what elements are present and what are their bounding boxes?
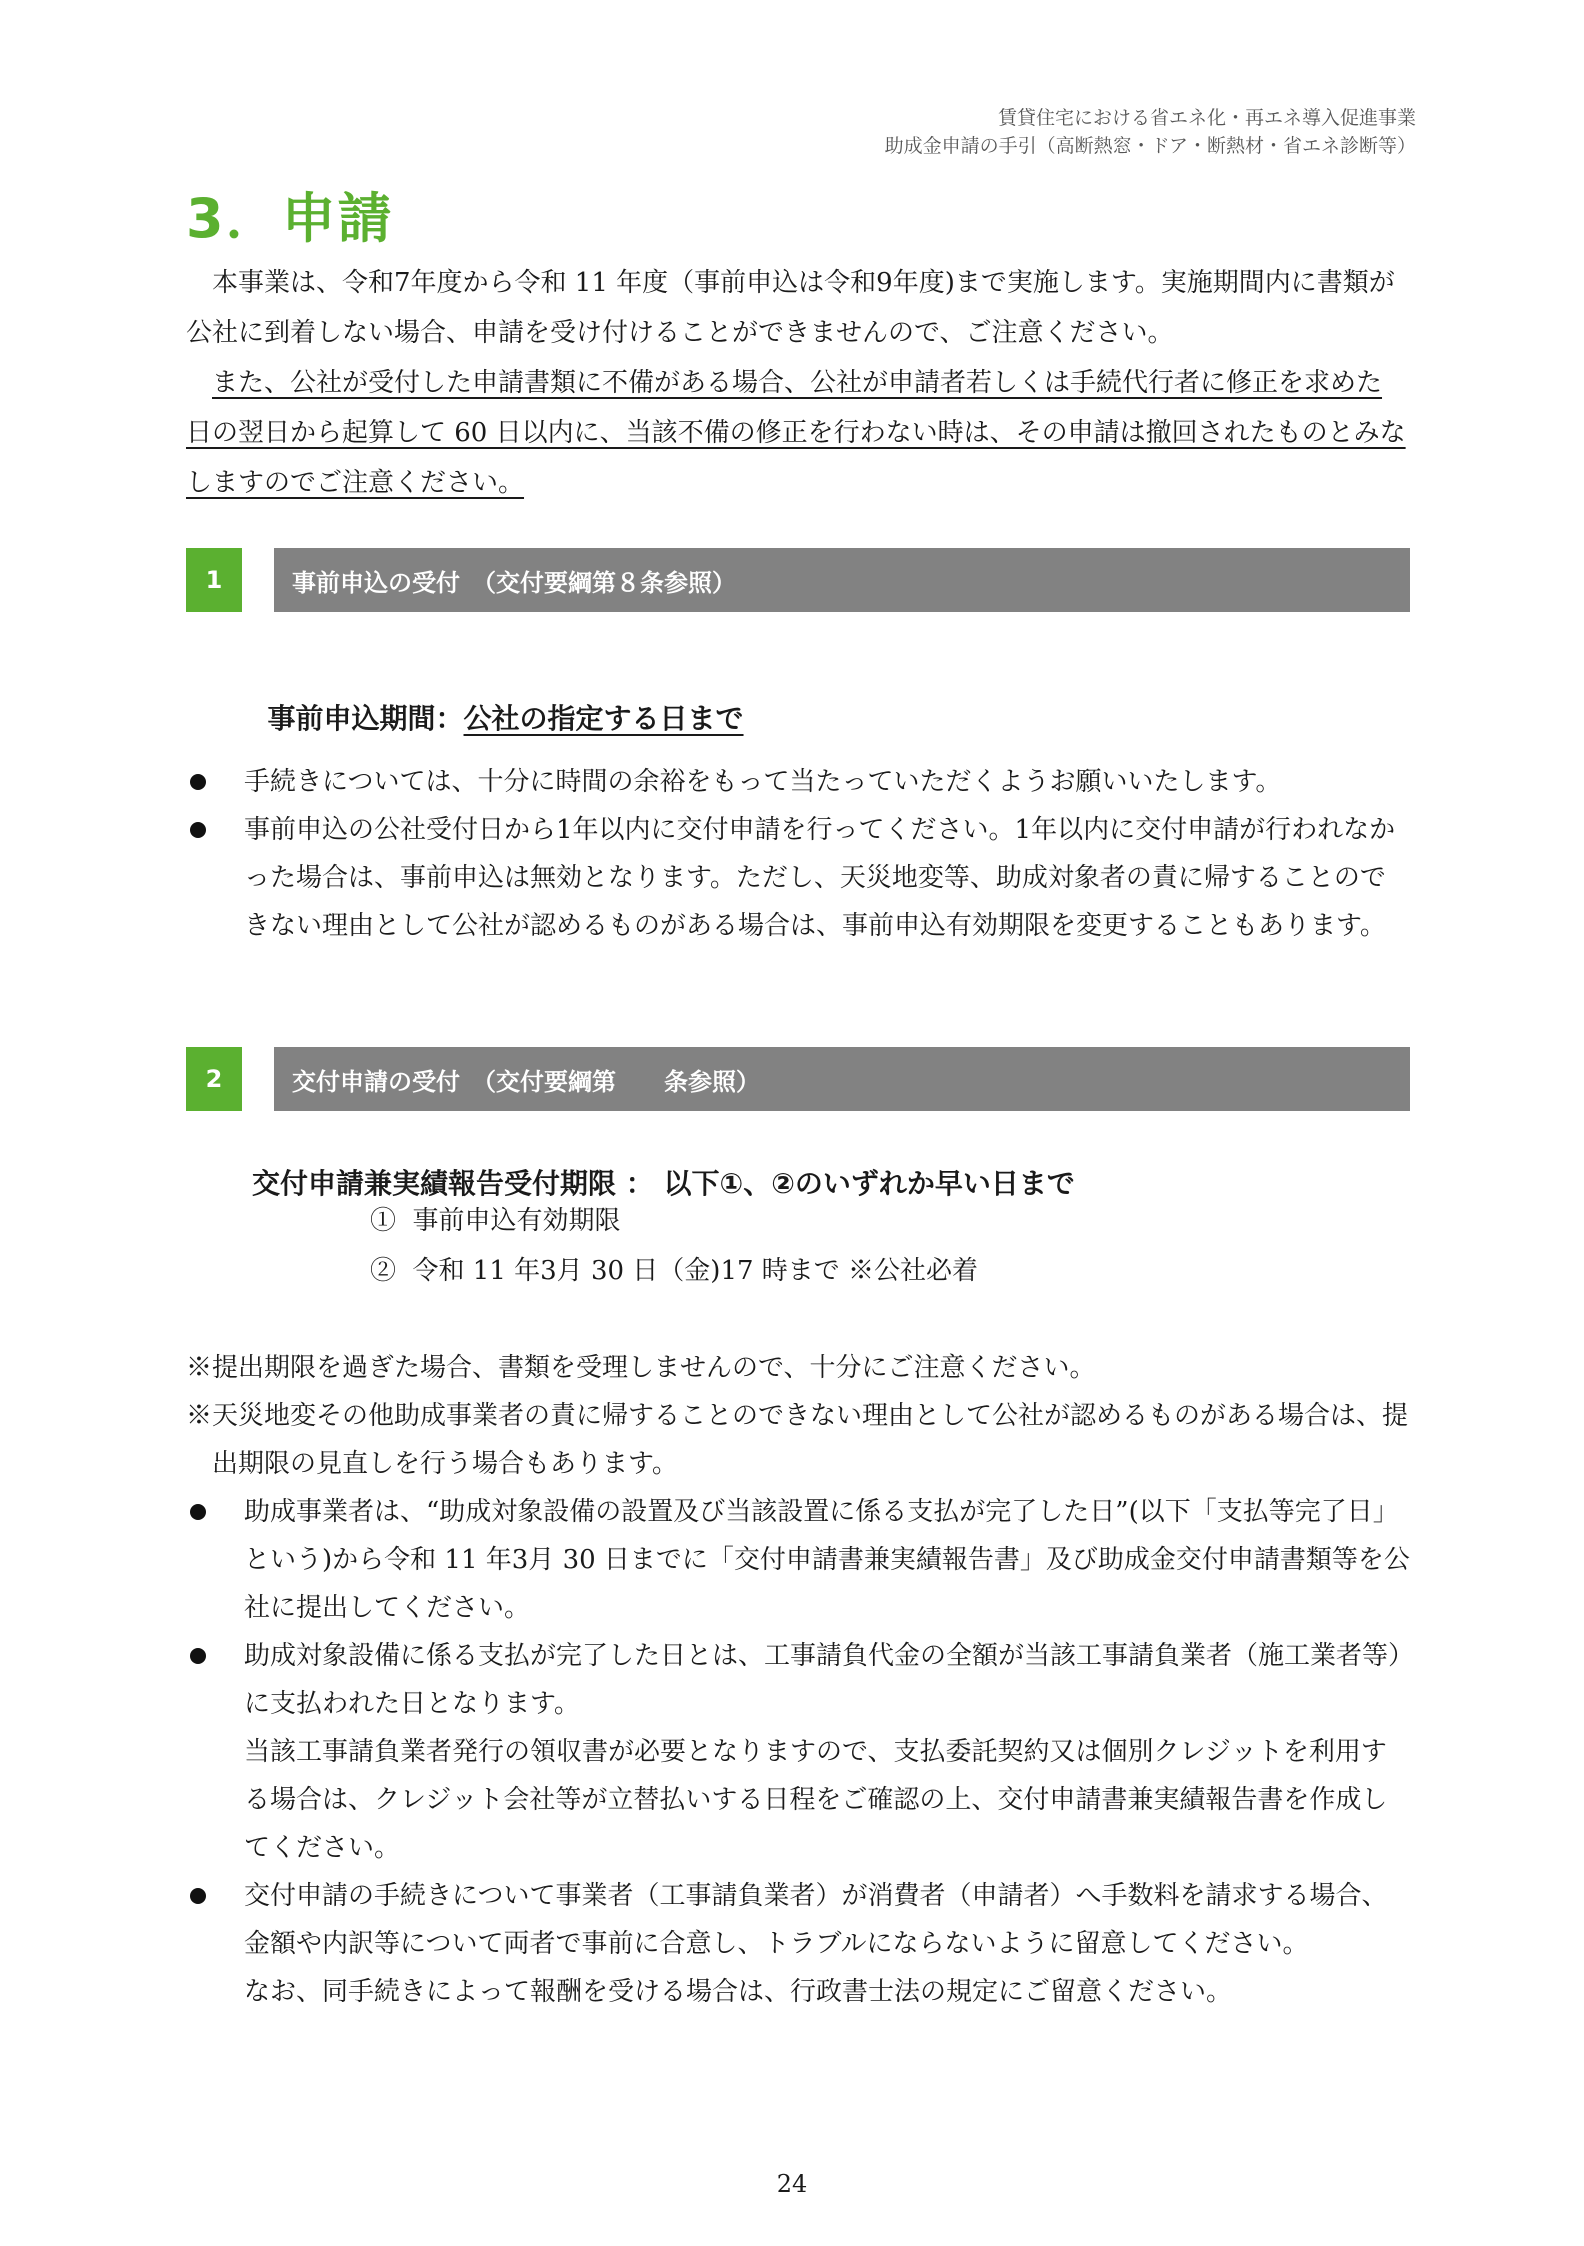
deadline-item-2: ② 令和 11 年3月 30 日（金)17 時まで ※公社必着 bbox=[370, 1256, 979, 1286]
section-1-bullet-list bbox=[186, 758, 1410, 950]
list-item: 手続きについては、十分に時間の余裕をもって当たっていただくようお願いいたします。 bbox=[186, 758, 1410, 806]
section-1-heading: 事前申込の受付 （交付要綱第８条参照） bbox=[274, 548, 1410, 612]
list-item: 事前申込の公社受付日から1年以内に交付申請を行ってください。1年以内に交付申請が行われなかった場合は、事前申込は無効となります。ただし、天災地変等、助成対象者の責に帰することのできない理由として公社が認めるものがある場合は、事前申込有効期限を変更することもあります。 bbox=[186, 806, 1410, 950]
note: ※提出期限を過ぎた場合、書類を受理しませんので、十分にご注意ください。 bbox=[186, 1353, 1096, 1383]
intro-paragraph-1: 本事業は、令和7年度から令和 11 年度（事前申込は令和9年度)まで実施します。実施期間内に書類が公社に到着しない場合、申請を受け付けることができませんので、ご注意ください。 bbox=[186, 268, 1395, 348]
section-2-deadline: 交付申請兼実績報告受付期限 ： 以下①、②のいずれか早い日まで bbox=[252, 1167, 1075, 1200]
list-item: 助成対象設備に係る支払が完了した日とは、工事請負代金の全額が当該工事請負業者（施工業者等）に支払われた日となります。 当該工事請負業者発行の領収書が必要となりますので、支払委託契約又は個別クレジットを利用する場合は、クレジット会社等が立替払いする日程をご確認の上、交付申請書兼実績報告書を作成してください。 bbox=[186, 1632, 1410, 1872]
header-line-2: 助成金申請の手引（高断熱窓・ドア・断熱材・省エネ診断等） bbox=[884, 135, 1416, 157]
note: ※天災地変その他助成事業者の責に帰することのできない理由として公社が認めるものがある場合は、提出期限の見直しを行う場合もあります。 bbox=[186, 1401, 1409, 1479]
header-line-1: 賃貸住宅における省エネ化・再エネ導入促進事業 bbox=[997, 107, 1416, 129]
section-1-header bbox=[186, 548, 1410, 612]
section-1-period bbox=[248, 664, 744, 737]
list-item: 助成事業者は、“助成対象設備の設置及び当該設置に係る支払が完了した日”(以下「支払等完了日」という)から令和 11 年3月 30 日までに「交付申請書兼実績報告書」及び助成金交付申請書類等を公社に提出してください。 bbox=[186, 1488, 1410, 1632]
intro-text bbox=[186, 258, 1406, 508]
section-2-heading: 交付申請の受付 （交付要綱第 条参照） bbox=[274, 1047, 1410, 1111]
page-number: 24 bbox=[776, 2170, 808, 2198]
deadline-item-1: ① 事前申込有効期限 bbox=[370, 1206, 621, 1236]
list-item: 交付申請の手続きについて事業者（工事請負業者）が消費者（申請者）へ手数料を請求する場合、金額や内訳等について両者で事前に合意し、トラブルにならないように留意してください。 なお、同手続きによって報酬を受ける場合は、行政書士法の規定にご留意ください。 bbox=[186, 1872, 1410, 2016]
document-header bbox=[885, 104, 1416, 160]
period-value: 公社の指定する日まで bbox=[463, 702, 744, 735]
section-2-notes bbox=[186, 1344, 1410, 1488]
intro-paragraph-2: また、公社が受付した申請書類に不備がある場合、公社が申請者若しくは手続代行者に修正を求めた日の翌日から起算して 60 日以内に、当該不備の修正を行わない時は、その申請は撤回されたものとみなしますのでご注意ください。 bbox=[186, 368, 1406, 498]
section-2-bullet-list bbox=[186, 1488, 1410, 2016]
period-label: 事前申込期間： bbox=[267, 702, 464, 735]
section-1-number: 1 bbox=[186, 548, 242, 612]
deadline-items bbox=[370, 1196, 978, 1296]
section-2-header bbox=[186, 1047, 1410, 1111]
section-2-number: 2 bbox=[186, 1047, 242, 1111]
page-title: 3．申請 bbox=[186, 187, 394, 250]
